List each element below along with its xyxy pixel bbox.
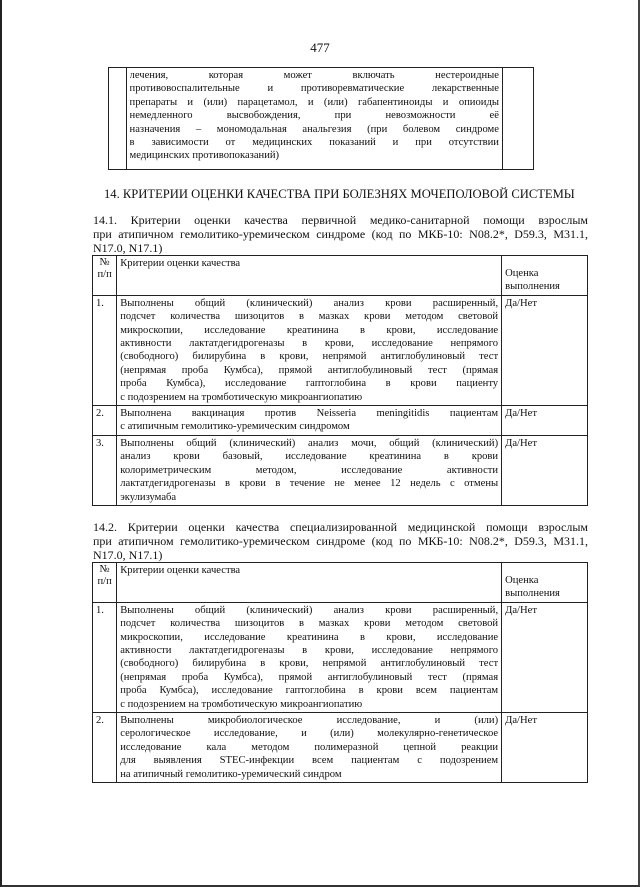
subsection-2-title <box>93 520 588 562</box>
text-line: анализ крови базовый, исследование креатинина в крови <box>120 451 499 463</box>
row-number: 1. <box>93 602 117 712</box>
section-title: 14. КРИТЕРИИ ОЦЕНКИ КАЧЕСТВА ПРИ БОЛЕЗНЯХ МОЧЕПОЛОВОЙ СИСТЕМЫ <box>104 187 575 201</box>
text-line: для выявления STEC-инфекции всем пациентам с подозрением <box>120 755 499 767</box>
text-line: подсчет количества шизоцитов в мазках крови методом световой <box>120 618 499 630</box>
text-line: (свободного) билирубина в крови, непрямой антиглобулиновый тест <box>120 351 499 363</box>
text-line: Выполнена вакцинация против Neisseria meningitidis пациентам <box>120 408 499 420</box>
text-line: (непрямая проба Кумбса), прямой антиглобулиновый тест (прямая <box>120 671 499 683</box>
text-line: экулизумаба <box>120 491 177 503</box>
text-line: назначения – мономодальная анальгезия (при болевом синдроме <box>129 123 499 135</box>
text-line: 14.2. Критерии оценки качества специализированной медицинской помощи взрослым <box>93 520 588 534</box>
row-number: 1. <box>93 295 117 405</box>
text-line: Выполнены общий (клинический) анализ крови расширенный, <box>120 297 499 309</box>
text-line: в зависимости от медицинских показаний и при отсутствии <box>129 137 499 149</box>
text-line: с подозрением на тромботическую микроангиопатию <box>120 698 363 710</box>
grade-cell: Да/Нет <box>502 602 588 712</box>
criteria-cell <box>126 68 502 170</box>
text-line: лактатдегидрогеназы в крови в течение не менее 12 недель с отмены <box>120 478 499 490</box>
text-line: исследование кала методом полимеразной цепной реакции <box>120 741 499 753</box>
table-header-row <box>93 256 588 296</box>
text-line: (свободного) билирубина в крови, непрямой антиглобулиновый тест <box>120 658 499 670</box>
text-line: лечения, которая может включать нестероидные <box>129 70 499 81</box>
num-cell <box>109 68 127 170</box>
text-line: при атипичном гемолитико-уремическом синдроме (код по МКБ-10: N08.2*, D59.3, M31.1, <box>93 227 588 241</box>
text-line: с атипичным гемолитико-уремическим синдромом <box>120 421 350 433</box>
table-row <box>109 68 534 170</box>
grade-cell: Да/Нет <box>502 406 588 436</box>
text-line: на атипичный гемолитико-уремический синдром <box>120 768 342 780</box>
table-row <box>93 295 588 405</box>
grade-header: Оценка выполнения <box>502 256 588 296</box>
text-line: микроскопии, исследование креатинина в крови, исследование <box>120 324 499 336</box>
criteria-text <box>120 604 498 711</box>
text-line: (непрямая проба Кумбса), прямой антиглобулиновый тест (прямая <box>120 364 499 376</box>
row-number: 2. <box>93 406 117 436</box>
text-line: с подозрением на тромботическую микроангиопатию <box>120 391 363 403</box>
criteria-cell <box>117 406 502 436</box>
text-line: активности лактатдегидрогеназы в крови, исследование непрямого <box>120 338 499 350</box>
text-line: немедленного высвобождения, при невозможности её <box>129 110 499 122</box>
row-number: 3. <box>93 435 117 505</box>
text-line: Выполнены микробиологическое исследование, и (или) <box>120 715 499 727</box>
row-number: 2. <box>93 713 117 783</box>
continuation-table <box>108 67 534 170</box>
text-line: Выполнены общий (клинический) анализ крови расширенный, <box>120 604 499 616</box>
grade-cell: Да/Нет <box>502 295 588 405</box>
text-line: 14.1. Критерии оценки качества первичной медико-санитарной помощи взрослым <box>93 213 588 227</box>
text-line: N17.0, N17.1) <box>93 241 163 255</box>
criteria-text <box>120 437 498 504</box>
num-header: № п/п <box>93 256 117 296</box>
text-line: препараты и (или) парацетамол, и (или) габапентиноиды и опиоиды <box>129 96 499 108</box>
text-line: противовоспалительные и противоревматические лекарственные <box>129 83 499 95</box>
text-line: колориметрическим методом, исследование активности <box>120 464 499 476</box>
table-row <box>93 602 588 712</box>
criteria-table-2 <box>92 562 588 783</box>
criteria-cell <box>117 713 502 783</box>
text-line: микроскопии, исследование креатинина в крови, исследование <box>120 631 499 643</box>
text-line: N17.0, N17.1) <box>93 548 163 562</box>
text-line: активности лактатдегидрогеназы в крови, исследование непрямого <box>120 645 499 657</box>
criteria-text <box>120 714 498 781</box>
num-header: № п/п <box>93 563 117 603</box>
table-row <box>93 406 588 436</box>
grade-header: Оценка выполнения <box>502 563 588 603</box>
criteria-table-1 <box>92 255 588 506</box>
criteria-cell <box>117 602 502 712</box>
table-header-row <box>93 563 588 603</box>
grade-cell <box>502 68 533 170</box>
text-line: проба Кумбса), исследование гаптоглобина в крови всем пациентам <box>120 685 499 697</box>
grade-cell: Да/Нет <box>502 713 588 783</box>
text-line: серологическое исследование, и (или) молекулярно-генетическое <box>120 728 499 740</box>
criteria-cell <box>117 435 502 505</box>
text-line: подсчет количества шизоцитов в мазках крови методом световой <box>120 311 499 323</box>
criteria-cell <box>117 295 502 405</box>
criteria-header: Критерии оценки качества <box>117 256 502 296</box>
page-number: 477 <box>310 40 330 55</box>
criteria-text <box>120 297 498 404</box>
table-row <box>93 435 588 505</box>
text-line: Выполнены общий (клинический) анализ мочи, общий (клинический) <box>120 437 499 449</box>
criteria-text <box>120 407 498 434</box>
criteria-header: Критерии оценки качества <box>117 563 502 603</box>
text-line: медицинских противопоказаний) <box>129 150 280 162</box>
text-line: проба Кумбса), исследование гаптоглобина в крови пациенту <box>120 378 499 390</box>
table-row <box>93 713 588 783</box>
grade-cell: Да/Нет <box>502 435 588 505</box>
text-line: при атипичном гемолитико-уремическом синдроме (код по МКБ-10: N08.2*, D59.3, M31.1, <box>93 534 588 548</box>
subsection-1-title <box>93 213 588 255</box>
